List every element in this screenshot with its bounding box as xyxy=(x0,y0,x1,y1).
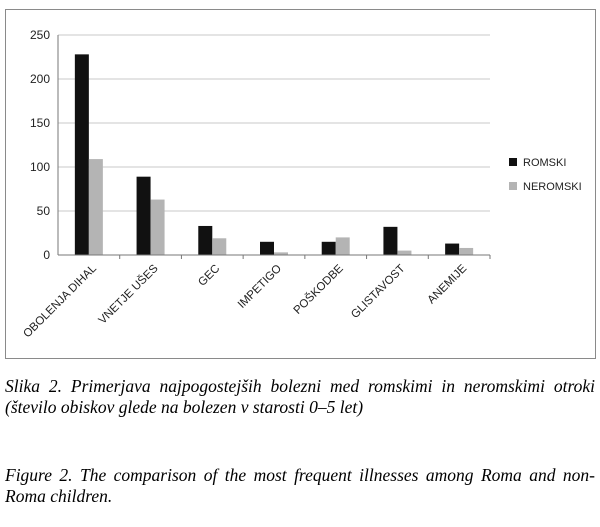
bar-chart xyxy=(6,10,595,358)
figure-caption-slovene: Slika 2. Primerjava najpogostejših bolezni med romskimi in neromskimi otroki (število obiskov glede na bolezen v starosti 0–5 let) xyxy=(5,376,595,417)
y-tick-label: 250 xyxy=(29,28,50,42)
x-category-label: ANEMIJE xyxy=(425,262,470,307)
bar-neromski-2 xyxy=(212,238,226,255)
legend-label-neromski: NEROMSKI xyxy=(523,181,582,193)
y-tick-label: 50 xyxy=(36,204,50,218)
y-tick-label: 200 xyxy=(29,72,50,86)
bar-neromski-1 xyxy=(151,200,165,255)
legend-label-romski: ROMSKI xyxy=(523,157,567,169)
x-category-label: OBOLENJA DIHAL xyxy=(21,262,99,341)
bar-romski-5 xyxy=(383,227,397,255)
x-category-label: VNETJE UŠES xyxy=(96,262,161,327)
bar-neromski-6 xyxy=(459,248,473,255)
bar-neromski-4 xyxy=(336,237,350,255)
legend-swatch-romski xyxy=(509,158,517,166)
y-tick-label: 0 xyxy=(43,248,50,262)
bar-neromski-0 xyxy=(89,159,103,255)
y-tick-label: 150 xyxy=(29,116,50,130)
x-category-label: IMPETIGO xyxy=(235,262,285,311)
bar-romski-6 xyxy=(445,244,459,255)
x-category-label: POŠKODBE xyxy=(291,262,346,317)
legend-swatch-neromski xyxy=(509,182,517,190)
chart-frame xyxy=(5,9,596,359)
bar-romski-0 xyxy=(75,54,89,255)
bar-neromski-5 xyxy=(397,251,411,255)
bar-romski-2 xyxy=(198,226,212,255)
figure-caption-english: Figure 2. The comparison of the most frequent illnesses among Roma and non-Roma children. xyxy=(5,465,595,506)
bar-romski-1 xyxy=(137,177,151,255)
x-category-label: GLISTAVOST xyxy=(349,262,408,321)
x-category-label: GEC xyxy=(196,262,223,289)
y-tick-label: 100 xyxy=(29,160,50,174)
bar-romski-3 xyxy=(260,242,274,255)
bar-romski-4 xyxy=(322,242,336,255)
